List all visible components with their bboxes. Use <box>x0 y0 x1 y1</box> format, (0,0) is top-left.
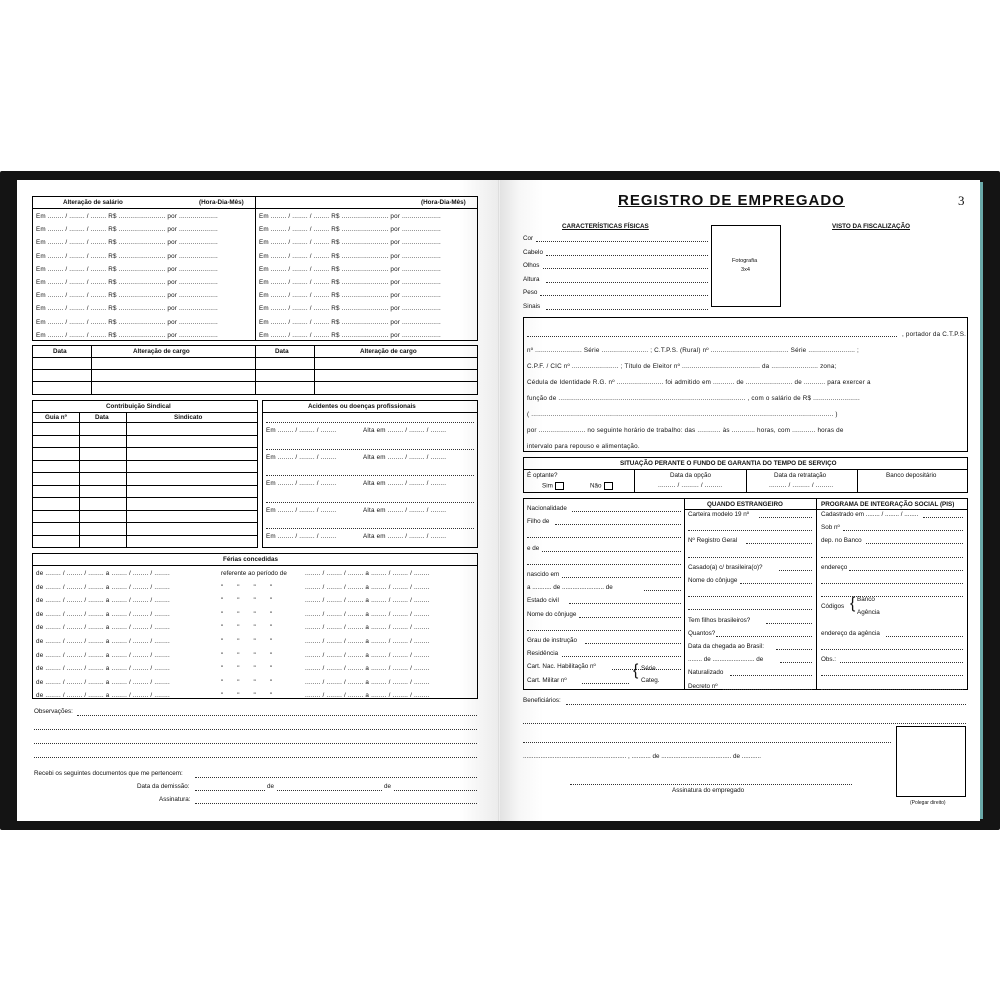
foreign-field-0: Carteira modelo 19 nº <box>688 511 750 518</box>
vacation-row-left: de ........ / ........ / ........ a ........ / ........ / ........ <box>36 692 170 700</box>
personal-field-6: a ........... de ........................ de <box>527 584 613 592</box>
salary-row-left: Em ........ / ........ / ........ R$ ........................ por .................... <box>36 213 219 220</box>
fgts-retraction-date-label: Data da retratação <box>774 472 827 479</box>
vacation-row-right: ........ / ........ / ........ a ........ / ........ / ........ <box>305 651 430 659</box>
vacation-row-left: de ........ / ........ / ........ a ........ / ........ / ........ <box>36 597 170 605</box>
physical-feature-5: Sinais <box>523 302 541 310</box>
foreign-field-8: Tem filhos brasileiros? <box>688 616 751 624</box>
declaration-line-6: por ........................ no seguinte horário de trabalho: das ............ às ............ horas, com ............ horas de <box>527 427 844 434</box>
personal-field-line <box>542 551 681 552</box>
fgts-option-date-label: Data da opção <box>670 472 711 479</box>
accidents-title: Acidentes ou doenças profissionais <box>308 403 416 410</box>
salary-row-left: Em ........ / ........ / ........ R$ ........................ por .................... <box>36 265 219 273</box>
personal-field-line <box>527 630 681 631</box>
pis-bank-label: Banco <box>857 596 875 603</box>
personal-field-line <box>527 537 681 538</box>
personal-field-0: Nacionalidade <box>527 505 567 512</box>
salary-row-left: Em ........ / ........ / ........ R$ ........................ por .................... <box>36 239 219 247</box>
physical-feature-4: Peso <box>523 289 538 296</box>
foreign-field-line <box>723 689 812 690</box>
vacation-row-right: ........ / ........ / ........ a ........ / ........ / ........ <box>305 583 430 591</box>
right-page <box>500 180 980 821</box>
personal-field-line <box>585 643 681 644</box>
accident-dotted-line <box>266 422 474 423</box>
vacation-row-right: ........ / ........ / ........ a ........ / ........ / ........ <box>305 665 430 673</box>
union-row-line <box>33 522 257 523</box>
pis-field-line <box>821 689 963 690</box>
vacation-row-left: de ........ / ........ / ........ a ........ / ........ / ........ <box>36 570 170 577</box>
vacation-ditto-marks: " " " " <box>221 583 272 591</box>
personal-field-line <box>579 617 682 618</box>
cargo-header-date-1: Data <box>53 348 67 355</box>
cargo-change-table <box>32 345 478 395</box>
salary-row-right: Em ........ / ........ / ........ R$ ........................ por .................... <box>259 292 442 300</box>
date-line: ........................................................... , ........... de ........................................ de ........... <box>523 753 761 760</box>
personal-field-5: nascido em <box>527 571 560 578</box>
fgts-yes-label: Sim <box>542 482 564 490</box>
personal-field-11: Residência <box>527 650 559 658</box>
union-header-union: Sindicato <box>174 414 203 421</box>
vacation-row-left: de ........ / ........ / ........ a ........ / ........ / ........ <box>36 665 170 673</box>
vacation-ditto-marks: " " " " <box>221 692 272 700</box>
accident-date: Em ........ / ........ / ........ <box>266 533 337 540</box>
union-header-guia: Guia nº <box>45 414 67 421</box>
accident-date: Em ........ / ........ / ........ <box>266 453 337 461</box>
physical-feature-line <box>546 282 708 283</box>
personal-field-line <box>527 564 681 565</box>
union-title: Contribuição Sindical <box>106 403 171 410</box>
accident-dotted-line <box>266 449 474 450</box>
union-row-line <box>33 485 257 486</box>
vacations-box <box>32 553 478 699</box>
personal-field-line <box>562 656 681 657</box>
thumbprint-label: (Polegar direito) <box>910 800 946 806</box>
fgts-bank-label: Banco depositário <box>886 472 937 479</box>
salary-unit-right: (Hora-Dia-Mês) <box>421 199 466 206</box>
inspection-visa-title: VISTO DA FISCALIZAÇÃO <box>832 223 911 230</box>
pis-codes-label: Códigos <box>821 603 845 610</box>
declaration-line-7: intervalo para repouso e alimentação. <box>527 443 640 450</box>
fgts-no-checkbox[interactable] <box>604 482 613 490</box>
physical-feature-line <box>543 268 708 269</box>
vacation-row-left: de ........ / ........ / ........ a ........ / ........ / ........ <box>36 638 170 645</box>
union-row-line <box>33 497 257 498</box>
military-category: Categ. <box>641 677 660 684</box>
photo-box <box>711 225 781 307</box>
pis-field-line <box>866 543 963 544</box>
photo-size: 3x4 <box>741 267 751 273</box>
fgts-no-label: Não <box>590 482 613 490</box>
vacation-row-right: ........ / ........ / ........ a ........ / ........ / ........ <box>305 610 430 618</box>
accident-discharge-date: Alta em ........ / ........ / ........ <box>363 453 447 461</box>
declaration-line-2: C.P.F. / CIC nº ........................ ; Título de Eleitor nº ........................................ da ........................ zona; <box>527 363 837 370</box>
salary-row-left: Em ........ / ........ / ........ R$ ........................ por .................... <box>36 279 219 286</box>
foreign-field-13: Decreto nº <box>688 682 718 690</box>
vacation-reference-label: referente ao período de <box>221 570 287 577</box>
physical-feature-3: Altura <box>523 275 540 283</box>
page-title: REGISTRO DE EMPREGADO <box>618 192 845 209</box>
salary-row-left: Em ........ / ........ / ........ R$ ........................ por .................... <box>36 226 219 234</box>
pis-agency-label: Agência <box>857 609 880 616</box>
physical-feature-line <box>546 309 708 310</box>
foreign-field-line <box>759 517 812 518</box>
beneficiaries-label: Beneficiários: <box>523 697 561 704</box>
declaration-line-0: , portador da C.T.P.S. <box>902 331 967 338</box>
observations-label: Observações: <box>34 708 73 715</box>
vacation-row-right: ........ / ........ / ........ a ........ / ........ / ........ <box>305 678 430 686</box>
pis-codes-brace: { <box>850 595 856 612</box>
personal-field-10: Grau de instrução <box>527 637 578 644</box>
accident-dotted-line <box>266 502 474 503</box>
foreign-field-line <box>688 530 812 531</box>
accident-discharge-date: Alta em ........ / ........ / ........ <box>363 427 447 434</box>
salary-row-left: Em ........ / ........ / ........ R$ ........................ por .................... <box>36 305 219 313</box>
pis-field-line <box>840 662 964 663</box>
physical-feature-2: Olhos <box>523 262 540 269</box>
accident-date: Em ........ / ........ / ........ <box>266 480 337 487</box>
pis-title: PROGRAMA DE INTEGRAÇÃO SOCIAL (PIS) <box>821 501 955 508</box>
employee-declaration-box <box>523 317 968 452</box>
salary-row-right: Em ........ / ........ / ........ R$ ........................ por .................... <box>259 318 442 326</box>
vacation-row-right: ........ / ........ / ........ a ........ / ........ / ........ <box>305 692 430 700</box>
pis-field-line <box>886 636 963 637</box>
dismissal-de-2: de <box>384 783 392 790</box>
fgts-option-date-value: ......... / ......... / ......... <box>658 482 723 489</box>
foreign-field-line <box>688 609 812 610</box>
salary-change-box <box>32 196 478 341</box>
pis-field-line <box>821 596 963 597</box>
page-number: 3 <box>958 193 965 208</box>
salary-row-right: Em ........ / ........ / ........ R$ ........................ por .................... <box>259 305 442 313</box>
vacation-ditto-marks: " " " " <box>221 638 272 645</box>
foreign-field-11: ........ de ........................ de <box>688 656 764 664</box>
physical-feature-line <box>540 295 708 296</box>
pis-field-line <box>923 517 963 518</box>
union-row-line <box>33 460 257 461</box>
pis-field-line <box>843 530 963 531</box>
foreign-field-10: Data da chegada ao Brasil: <box>688 643 764 650</box>
foreign-field-9: Quantos? <box>688 629 716 637</box>
military-brace: { <box>633 662 639 679</box>
declaration-line-1: nº ........................ Série ........................ ; C.T.P.S. (Rural) nº ........................................ Série ........................ ; <box>527 347 860 354</box>
pis-field-line <box>821 649 963 650</box>
military-series: Série <box>641 665 656 672</box>
declaration-name-line <box>527 336 897 337</box>
foreign-field-line <box>716 636 812 637</box>
salary-row-left: Em ........ / ........ / ........ R$ ........................ por .................... <box>36 318 219 326</box>
vacation-row-left: de ........ / ........ / ........ a ........ / ........ / ........ <box>36 678 170 686</box>
physical-feature-line <box>536 241 708 242</box>
salary-unit-left: (Hora-Dia-Mês) <box>199 199 244 206</box>
fgts-retraction-date-value: ......... / ......... / ......... <box>769 482 834 489</box>
vacation-ditto-marks: " " " " <box>221 624 272 632</box>
fgts-box <box>523 457 968 493</box>
fgts-yes-checkbox[interactable] <box>555 482 564 490</box>
dismissal-date-label: Data da demissão: <box>137 783 190 790</box>
personal-field-7: Estado civil <box>527 597 559 605</box>
vacation-row-left: de ........ / ........ / ........ a ........ / ........ / ........ <box>36 610 170 618</box>
foreign-field-12: Naturalizado <box>688 669 724 677</box>
union-header-date: Data <box>95 414 109 421</box>
vacation-row-right: ........ / ........ / ........ a ........ / ........ / ........ <box>305 638 430 645</box>
union-row-line <box>33 447 257 448</box>
salary-row-left: Em ........ / ........ / ........ R$ ........................ por .................... <box>36 331 219 339</box>
dismissal-de-1: de <box>267 783 275 790</box>
foreign-field-line <box>766 623 812 624</box>
accident-discharge-date: Alta em ........ / ........ / ........ <box>363 480 447 487</box>
vacation-row-left: de ........ / ........ / ........ a ........ / ........ / ........ <box>36 651 170 659</box>
vacation-ditto-marks: " " " " <box>221 665 272 673</box>
employee-signature-label: Assinatura do empregado <box>672 787 745 794</box>
personal-data-box <box>523 498 968 690</box>
personal-field-line <box>562 577 681 578</box>
vacation-row-right: ........ / ........ / ........ a ........ / ........ / ........ <box>305 597 430 605</box>
salary-row-left: Em ........ / ........ / ........ R$ ........................ por .................... <box>36 252 219 260</box>
salary-row-right: Em ........ / ........ / ........ R$ ........................ por .................... <box>259 265 442 273</box>
foreign-field-line <box>688 596 812 597</box>
union-row-line <box>33 435 257 436</box>
salary-row-right: Em ........ / ........ / ........ R$ ........................ por .................... <box>259 252 442 260</box>
physical-feature-0: Cor <box>523 235 534 242</box>
vacation-row-right: ........ / ........ / ........ a ........ / ........ / ........ <box>305 570 430 577</box>
left-page <box>17 180 498 821</box>
pis-field-4: endereço <box>821 563 848 571</box>
salary-row-right: Em ........ / ........ / ........ R$ ........................ por .................... <box>259 239 442 247</box>
pis-field-0: Cadastrado em ........ / ........ / ........ <box>821 511 919 518</box>
personal-field-line <box>644 590 681 591</box>
foreign-field-5: Nome do cônjuge <box>688 577 738 584</box>
accident-discharge-date: Alta em ........ / ........ / ........ <box>363 506 447 514</box>
accidents-box <box>262 400 478 548</box>
pis-field-line <box>821 583 963 584</box>
pis-field-11: Obs.: <box>821 656 837 664</box>
fgts-optant-label: É optante? <box>527 472 558 479</box>
personal-field-8: Nome do cônjuge <box>527 610 577 618</box>
personal-field-line <box>572 511 681 512</box>
union-row-line <box>33 535 257 536</box>
foreign-field-line <box>688 557 812 558</box>
declaration-line-4: função de ................................................................................................ , com o salário de R$ ........................ <box>527 395 860 402</box>
personal-field-1: Filho de <box>527 518 550 526</box>
union-contribution-table <box>32 400 258 548</box>
pis-field-1: Sob nº <box>821 524 840 532</box>
personal-field-line <box>555 524 681 525</box>
vacation-ditto-marks: " " " " <box>221 678 272 686</box>
accident-dotted-line <box>266 475 474 476</box>
pis-field-line <box>821 557 963 558</box>
cargo-header-change-1: Alteração de cargo <box>133 348 190 355</box>
vacation-ditto-marks: " " " " <box>221 651 272 659</box>
personal-field-3: e de <box>527 544 540 552</box>
salary-row-right: Em ........ / ........ / ........ R$ ........................ por .................... <box>259 279 442 286</box>
personal-field-12: Cart. Nac. Habilitação nº <box>527 663 596 671</box>
salary-row-right: Em ........ / ........ / ........ R$ ........................ por .................... <box>259 331 442 339</box>
thumbprint-box <box>896 726 966 797</box>
foreign-field-line <box>780 662 812 663</box>
vacation-row-left: de ........ / ........ / ........ a ........ / ........ / ........ <box>36 583 170 591</box>
accident-date: Em ........ / ........ / ........ <box>266 427 337 434</box>
personal-field-line <box>569 603 681 604</box>
declaration-line-5: ( ........................................................................................................................................................... ) <box>527 411 838 418</box>
declaration-line-3: Cédula de Identidade R.G. nº ........................ foi admitido em ........... de ........................ de ........... para exercer a <box>527 379 871 386</box>
physical-features-title: CARACTERÍSTICAS FÍSICAS <box>562 223 649 230</box>
fgts-title: SITUAÇÃO PERANTE O FUNDO DE GARANTIA DO TEMPO DE SERVIÇO <box>620 460 837 467</box>
foreigner-title: QUANDO ESTRANGEIRO <box>707 501 783 508</box>
foreign-field-2: Nº Registro Geral <box>688 537 738 545</box>
union-row-line <box>33 472 257 473</box>
received-docs-label: Recebi os seguintes documentos que me pertencem: <box>34 770 183 777</box>
cargo-header-change-2: Alteração de cargo <box>360 348 417 355</box>
foreign-field-line <box>776 649 812 650</box>
accident-dotted-line <box>266 528 474 529</box>
physical-feature-1: Cabelo <box>523 248 543 256</box>
personal-field-line <box>582 683 629 684</box>
salary-row-right: Em ........ / ........ / ........ R$ ........................ por .................... <box>259 213 442 220</box>
personal-field-13: Cart. Militar nº <box>527 676 567 684</box>
accident-date: Em ........ / ........ / ........ <box>266 506 337 514</box>
vacation-ditto-marks: " " " " <box>221 610 272 618</box>
cargo-header-date-2: Data <box>275 348 289 355</box>
vacation-ditto-marks: " " " " <box>221 597 272 605</box>
foreign-field-4: Casado(a) c/ brasileira(o)? <box>688 563 763 571</box>
salary-row-right: Em ........ / ........ / ........ R$ ........................ por .................... <box>259 226 442 234</box>
foreign-field-line <box>730 675 812 676</box>
pis-field-line <box>849 570 963 571</box>
page-edge <box>980 182 983 819</box>
foreign-field-line <box>746 543 812 544</box>
vacation-row-left: de ........ / ........ / ........ a ........ / ........ / ........ <box>36 624 170 632</box>
pis-field-2: dep. no Banco <box>821 537 862 545</box>
foreign-field-line <box>740 583 813 584</box>
photo-label: Fotografia <box>732 258 758 264</box>
vacation-row-right: ........ / ........ / ........ a ........ / ........ / ........ <box>305 624 430 632</box>
pis-field-9: endereço da agência <box>821 629 880 637</box>
salary-row-left: Em ........ / ........ / ........ R$ ........................ por .................... <box>36 292 219 300</box>
physical-feature-line <box>546 255 708 256</box>
vacations-title: Férias concedidas <box>223 556 278 563</box>
pis-field-line <box>821 675 963 676</box>
signature-label: Assinatura: <box>159 796 191 803</box>
union-row-line <box>33 510 257 511</box>
accident-discharge-date: Alta em ........ / ........ / ........ <box>363 533 447 540</box>
foreign-field-line <box>779 570 812 571</box>
salary-title-left: Alteração de salário <box>63 199 123 206</box>
